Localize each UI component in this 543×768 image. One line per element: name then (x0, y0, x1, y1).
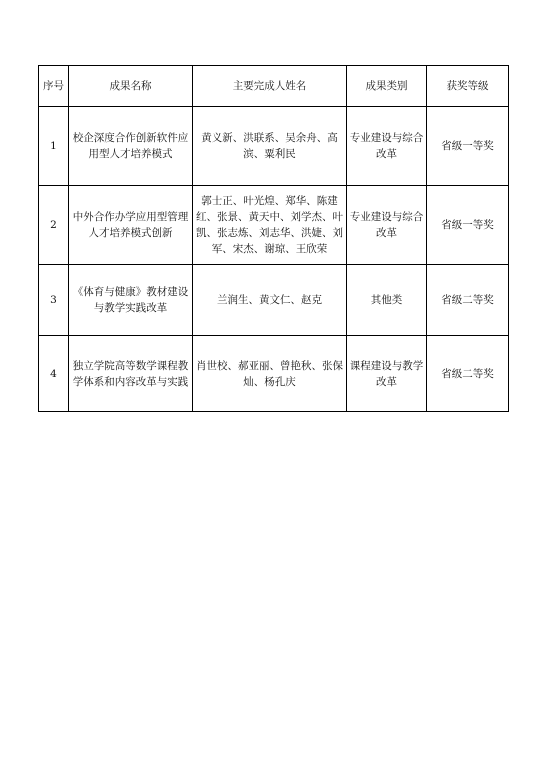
cell-category: 课程建设与教学改革 (347, 336, 427, 412)
cell-category: 专业建设与综合改革 (347, 186, 427, 265)
header-achievement-name: 成果名称 (69, 66, 193, 107)
header-main-contributors: 主要完成人姓名 (193, 66, 347, 107)
cell-contributors: 黄义新、洪联系、吴余舟、高滨、粟利民 (193, 107, 347, 186)
cell-award-level: 省级二等奖 (427, 336, 509, 412)
cell-index: 4 (39, 336, 69, 412)
header-achievement-category: 成果类别 (347, 66, 427, 107)
cell-achievement-name: 《体育与健康》教材建设与教学实践改革 (69, 265, 193, 336)
cell-index: 3 (39, 265, 69, 336)
table-row (39, 186, 509, 265)
table-row (39, 336, 509, 412)
cell-award-level: 省级二等奖 (427, 265, 509, 336)
cell-contributors: 郭士正、叶光煌、郑华、陈建红、张景、黄天中、刘学杰、叶凯、张志炼、刘志华、洪婕、刘军、宋杰、谢琼、王欣荣 (193, 186, 347, 265)
cell-achievement-name: 独立学院高等数学课程教学体系和内容改革与实践 (69, 336, 193, 412)
header-index: 序号 (39, 66, 69, 107)
table-row (39, 107, 509, 186)
cell-category: 专业建设与综合改革 (347, 107, 427, 186)
cell-index: 2 (39, 186, 69, 265)
awards-table (38, 65, 509, 412)
table-header-row (39, 66, 509, 107)
cell-contributors: 兰润生、黄文仁、赵克 (193, 265, 347, 336)
cell-achievement-name: 校企深度合作创新软件应用型人才培养模式 (69, 107, 193, 186)
cell-achievement-name: 中外合作办学应用型管理人才培养模式创新 (69, 186, 193, 265)
cell-award-level: 省级一等奖 (427, 186, 509, 265)
table-row (39, 265, 509, 336)
cell-contributors: 肖世校、郝亚丽、曾艳秋、张保灿、杨孔庆 (193, 336, 347, 412)
cell-index: 1 (39, 107, 69, 186)
cell-category: 其他类 (347, 265, 427, 336)
header-award-level: 获奖等级 (427, 66, 509, 107)
cell-award-level: 省级一等奖 (427, 107, 509, 186)
